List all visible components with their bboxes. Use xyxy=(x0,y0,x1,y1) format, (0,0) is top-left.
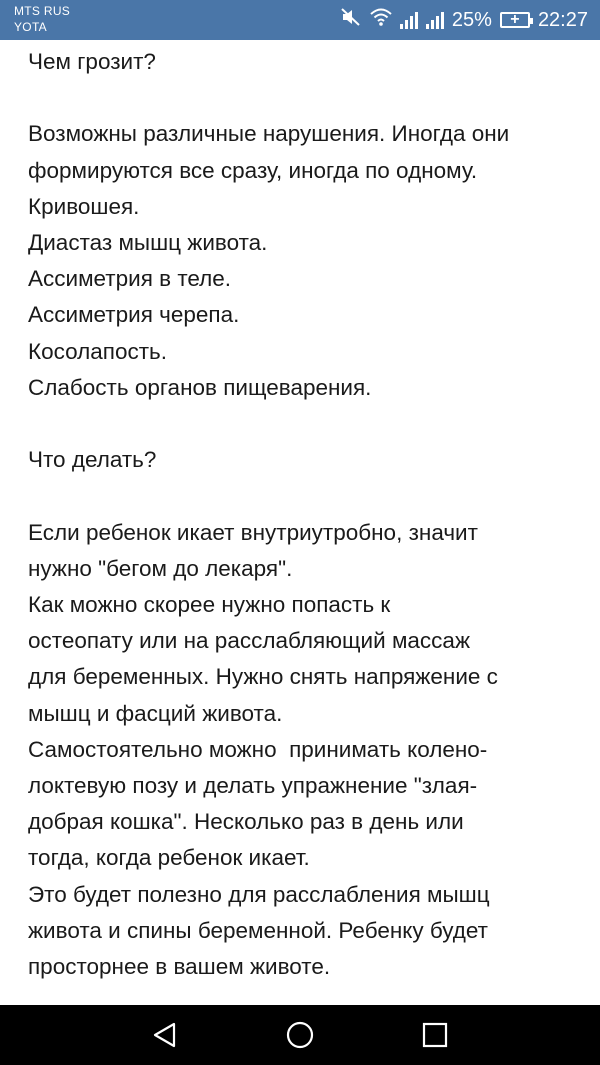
navigation-bar xyxy=(0,1005,600,1065)
carrier-name-1: MTS RUS xyxy=(14,4,71,18)
text-line: нужно "бегом до лекаря". xyxy=(28,555,293,581)
back-button[interactable] xyxy=(149,1019,181,1051)
text-line: формируются все сразу, иногда по одному. xyxy=(28,157,478,183)
wifi-icon xyxy=(370,8,392,32)
back-icon xyxy=(152,1021,178,1049)
blank-line xyxy=(28,80,588,116)
text-line: Ассиметрия в теле. xyxy=(28,266,232,292)
text-line: Чем грозит? xyxy=(28,49,156,74)
signal-icon xyxy=(400,11,418,29)
text-line: Возможны различные нарушения. Иногда они xyxy=(28,121,510,147)
carrier-name-2: YOTA xyxy=(14,20,47,34)
battery-percent: 25% xyxy=(451,8,492,31)
text-line: живота и спины беременной. Ребенку будет xyxy=(28,917,488,943)
text-line: Самостоятельно можно принимать колено- xyxy=(28,736,488,762)
text-line: локтевую позу и делать упражнение "злая- xyxy=(28,773,478,799)
battery-charging-icon: + xyxy=(500,12,530,28)
mute-icon xyxy=(340,7,362,33)
blank-line xyxy=(28,478,588,514)
text-line: Косолапость. xyxy=(28,338,168,364)
blank-line xyxy=(28,406,588,442)
text-line: мышц и фасций живота. xyxy=(28,700,283,726)
recents-button[interactable] xyxy=(419,1019,451,1051)
text-line: Как можно скорее нужно попасть к xyxy=(28,592,391,618)
text-line: Если ребенок икает внутриутробно, значит xyxy=(28,519,478,545)
clock: 22:27 xyxy=(537,8,588,31)
text-line: Кривошея. xyxy=(28,193,140,219)
text-line: Что делать? xyxy=(28,447,157,473)
text-line: добрая кошка". Несколько раз в день или xyxy=(28,809,464,835)
status-bar xyxy=(0,0,600,40)
text-line: для беременных. Нужно снять напряжение с xyxy=(28,664,498,690)
signal-icon xyxy=(426,11,444,29)
text-line: тогда, когда ребенок икает. xyxy=(28,845,310,871)
text-line: Слабость органов пищеварения. xyxy=(28,374,372,400)
text-line: Это будет полезно для расслабления мышц xyxy=(28,881,490,907)
recents-icon xyxy=(422,1022,448,1048)
text-line: Диастаз мышц живота. xyxy=(28,230,268,256)
carrier-info xyxy=(14,3,70,35)
text-line: просторнее в вашем животе. xyxy=(28,954,331,980)
home-button[interactable] xyxy=(284,1019,316,1051)
home-icon xyxy=(285,1020,315,1050)
article-text xyxy=(28,44,588,985)
text-line: Ассиметрия черепа. xyxy=(28,302,240,328)
text-line: остеопату или на расслабляющий массаж xyxy=(28,628,470,654)
